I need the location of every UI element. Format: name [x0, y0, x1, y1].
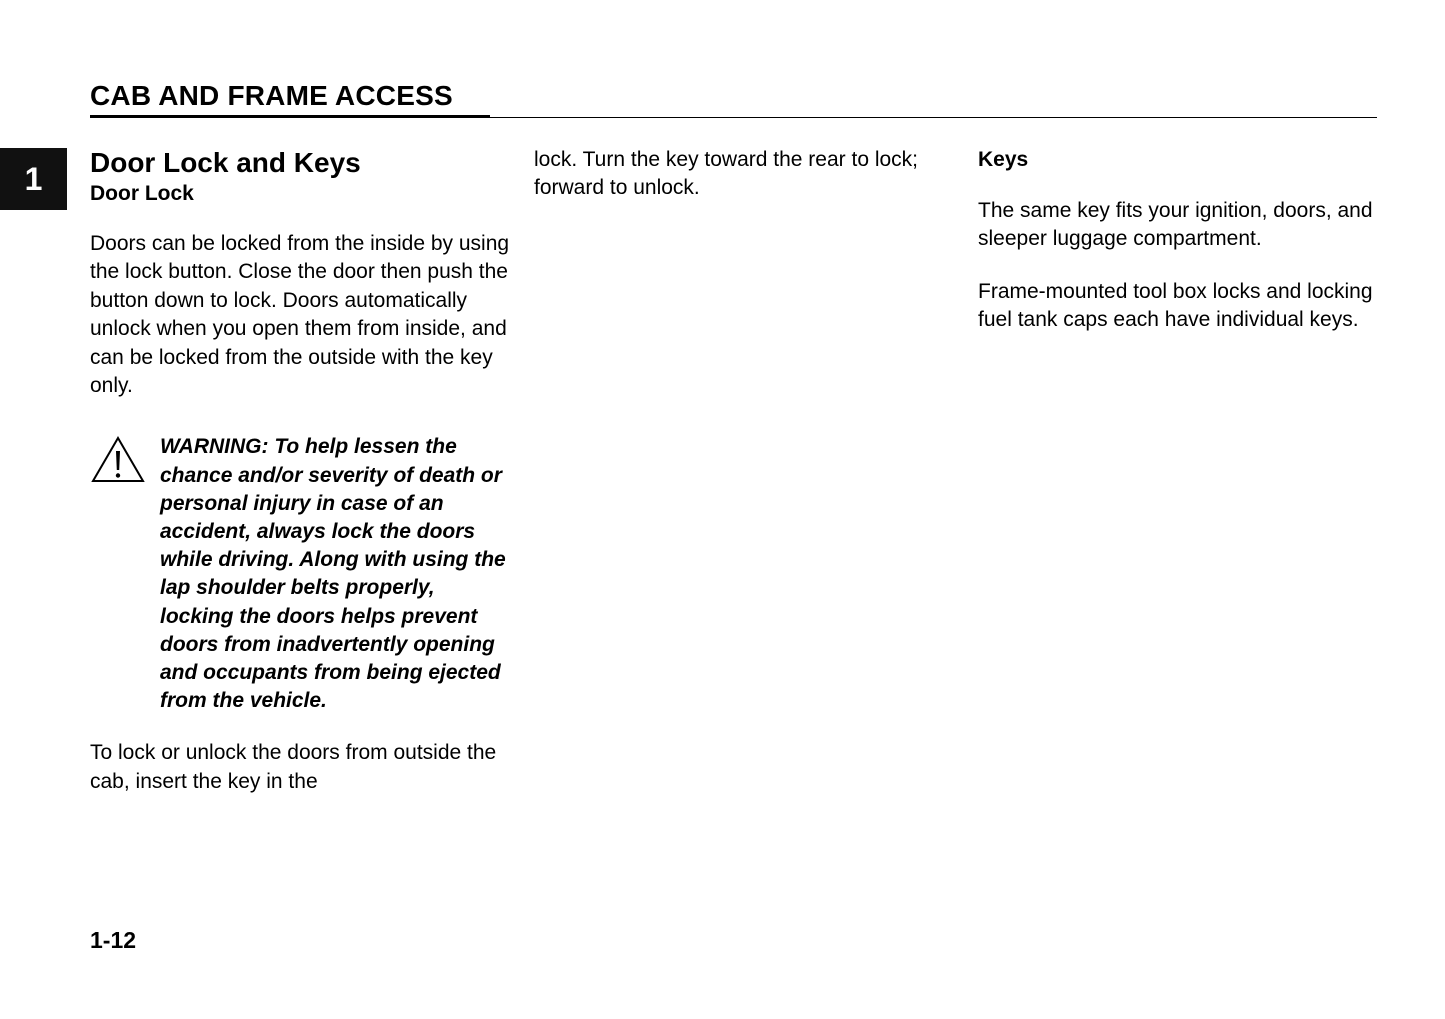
subsection-title-door-lock: Door Lock	[90, 182, 194, 205]
section-title: Door Lock and Keys	[90, 147, 361, 178]
keys-paragraph-2: Frame-mounted tool box locks and locking fuel tank caps each have individual keys.	[978, 279, 1373, 332]
column-right	[978, 146, 1388, 335]
lock-instructions-continued: lock. Turn the key toward the rear to lock; forward to unlock.	[534, 148, 919, 200]
page-title: CAB AND FRAME ACCESS	[90, 80, 453, 111]
warning-block	[90, 433, 510, 715]
lock-instructions-paragraph: To lock or unlock the doors from outside the cab, insert the key in the	[90, 741, 497, 793]
warning-triangle-icon	[90, 435, 146, 485]
page-number: 1-12	[90, 927, 137, 953]
column-middle	[534, 146, 934, 203]
warning-text: WARNING: To help lessen the chance and/or severity of death or personal injury in case of an accident, always lock the doors while driving. Along with using the lap shoulder belts properly, locking the doors helps prevent doors from inadvertently opening and occupants from being ejected from the vehicle.	[160, 435, 506, 713]
header-rule-accent	[90, 115, 490, 118]
keys-paragraph-1: The same key fits your ignition, doors, and sleeper luggage compartment.	[978, 199, 1373, 251]
chapter-tab: 1	[0, 148, 67, 210]
subsection-title-keys: Keys	[978, 148, 1029, 171]
door-lock-paragraph: Doors can be locked from the inside by using the lock button. Close the door then push the button down to lock. Doors automatically unlock when you open them from inside, and can be locked from the outside with the key only.	[90, 232, 510, 398]
column-left	[90, 146, 510, 796]
